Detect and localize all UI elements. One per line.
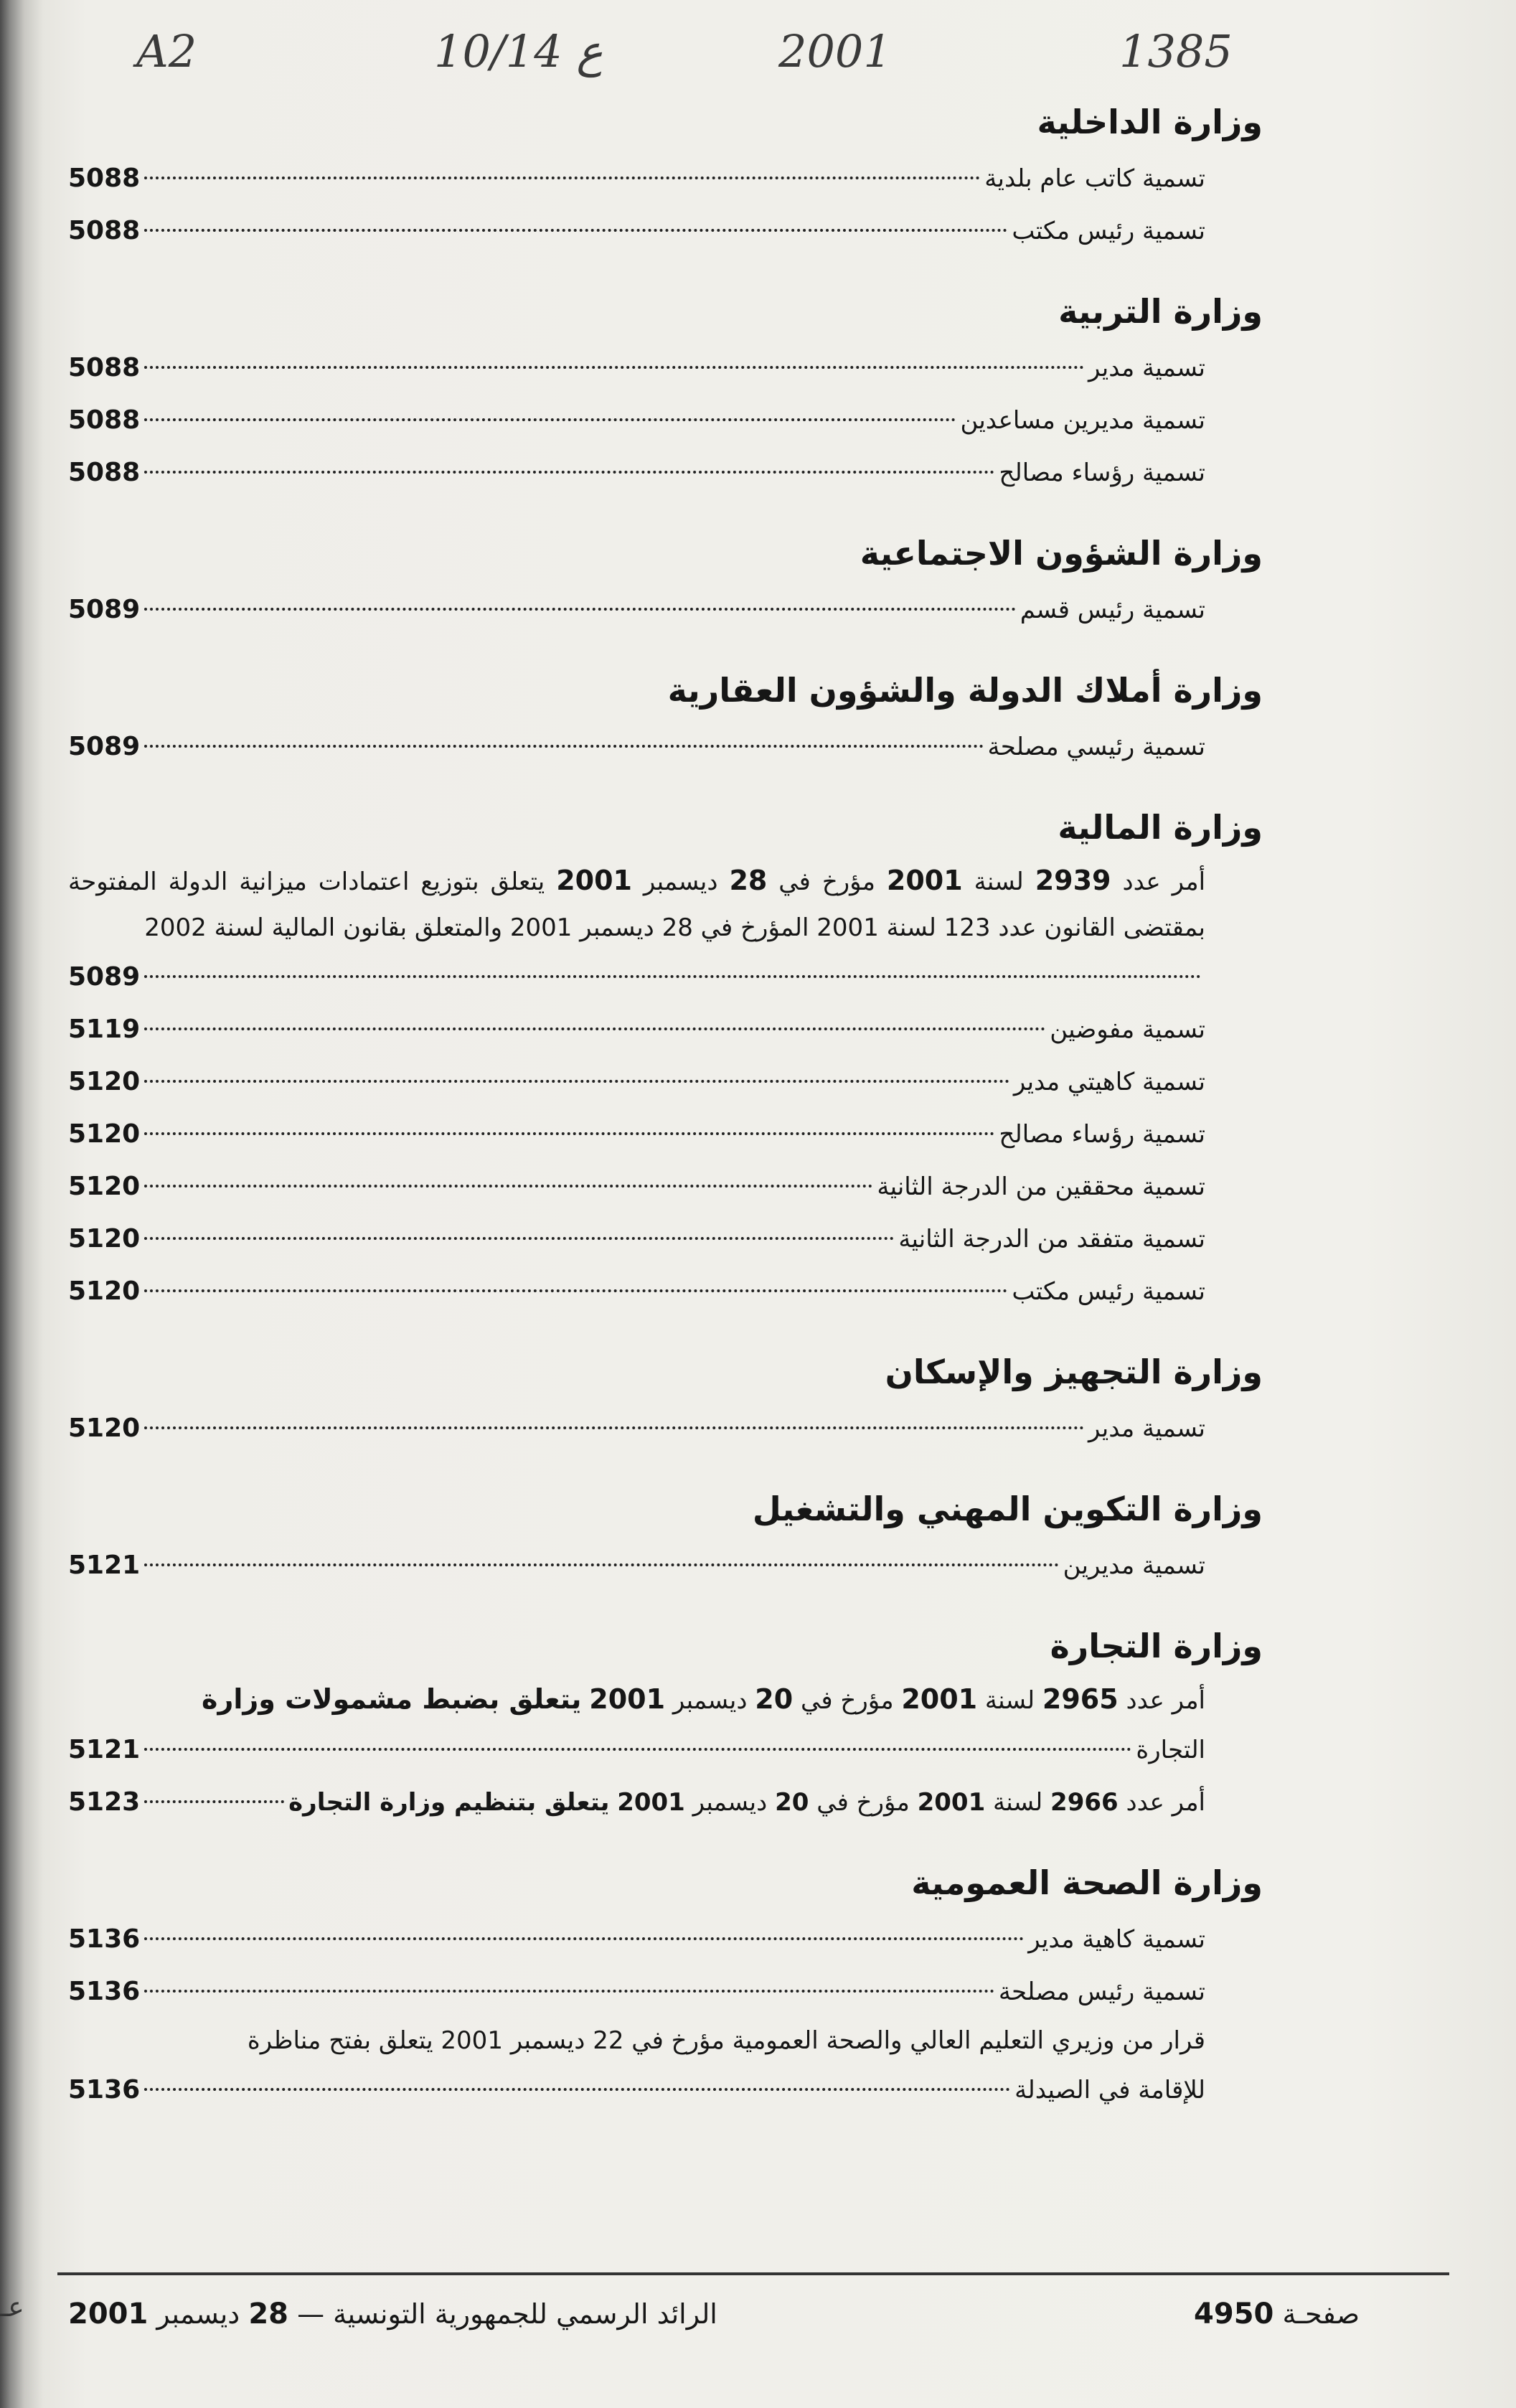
- section-vocational-training: [68, 1487, 1263, 1591]
- ministry-title: وزارة التكوين المهني والتشغيل: [752, 1490, 1263, 1528]
- page-number: 5088: [68, 353, 141, 382]
- section-commerce: [68, 1624, 1263, 1828]
- section-social-affairs: [68, 532, 1263, 636]
- toc-entry: تسمية رئيس قسم 5089: [68, 583, 1263, 636]
- handwritten-note: A2: [136, 25, 197, 77]
- page-number: 5119: [68, 1015, 141, 1044]
- page-number: 5123: [68, 1787, 141, 1817]
- section-education: [68, 290, 1263, 499]
- handwritten-note: 1385: [1119, 25, 1233, 77]
- ministry-title: وزارة الشؤون الاجتماعية: [860, 534, 1263, 573]
- table-of-contents: [68, 100, 1263, 2149]
- toc-entry: تسمية مدير 5120: [68, 1402, 1263, 1454]
- toc-entry: تسمية مدير 5088: [68, 342, 1263, 394]
- page-number: 5089: [68, 962, 141, 992]
- toc-entry: تسمية محققين من الدرجة الثانية 5120: [68, 1160, 1263, 1213]
- section-equipment-housing: [68, 1350, 1263, 1454]
- page-number: 5088: [68, 216, 141, 245]
- toc-entry: تسمية مفوضين 5119: [68, 1003, 1263, 1055]
- page-number: 5120: [68, 1276, 141, 1306]
- toc-entry: تسمية رئيس مكتب 5120: [68, 1265, 1263, 1317]
- toc-entry: تسمية مديرين 5121: [68, 1539, 1263, 1591]
- ministry-title: وزارة أملاك الدولة والشؤون العقارية: [667, 671, 1263, 710]
- toc-entry: تسمية متفقد من الدرجة الثانية 5120: [68, 1213, 1263, 1265]
- page-number: 5136: [68, 1924, 141, 1954]
- page-number: 5120: [68, 1067, 141, 1096]
- page-number: 5121: [68, 1735, 141, 1764]
- toc-entry: تسمية رئيس مصلحة 5136: [68, 1965, 1263, 2018]
- footer-rule: [57, 2272, 1449, 2275]
- page-number: 5136: [68, 2075, 141, 2104]
- ministry-title: وزارة التجهيز والإسكان: [885, 1353, 1263, 1391]
- section-finance: [68, 806, 1263, 1317]
- section-interior: [68, 100, 1263, 257]
- ministry-title: وزارة المالية: [1058, 808, 1263, 847]
- page-number: 5088: [68, 458, 141, 487]
- footer-journal-title: الرائد الرسمي للجمهورية التونسية — 28 ديسمبر 2001: [68, 2298, 717, 2331]
- section-public-health: [68, 1861, 1263, 2116]
- footer-edge-text: عـ: [0, 2291, 24, 2323]
- ministry-title: وزارة الصحة العمومية: [911, 1863, 1263, 1902]
- page-number: 5120: [68, 1224, 141, 1254]
- ministry-title: وزارة التربية: [1058, 292, 1263, 331]
- ministry-title: وزارة التجارة: [1050, 1627, 1263, 1665]
- toc-entry: تسمية رئيسي مصلحة 5089: [68, 720, 1263, 773]
- handwritten-note: 2001: [778, 25, 892, 77]
- page-number: 5089: [68, 595, 141, 624]
- toc-entry: تسمية رؤساء مصالح 5088: [68, 446, 1263, 499]
- toc-entry: تسمية كاهيتي مدير 5120: [68, 1055, 1263, 1108]
- toc-entry: تسمية مديرين مساعدين 5088: [68, 394, 1263, 446]
- decree-entry: أمر عدد 2939 لسنة 2001 مؤرخ في 28 ديسمبر 2001 يتعلق بتوزيع اعتمادات ميزانية الدولة المفتوحة بمقتضى القانون عدد 123 لسنة 2001 المؤرخ في 28 ديسمبر 2001 والمتعلق بقانون المالية لسنة 2002 5089: [68, 857, 1263, 1003]
- section-state-domains: [68, 669, 1263, 773]
- page-number: 5121: [68, 1551, 141, 1580]
- page-number: 5120: [68, 1414, 141, 1443]
- decree-entry: أمر عدد 2966 لسنة 2001 مؤرخ في 20 ديسمبر 2001 يتعلق بتنظيم وزارة التجارة 5123: [68, 1776, 1263, 1828]
- page-number: 5136: [68, 1977, 141, 2006]
- page-number: 5089: [68, 732, 141, 761]
- page-number: 5088: [68, 164, 141, 193]
- page-footer: [68, 2289, 1360, 2339]
- page-number: 5120: [68, 1119, 141, 1149]
- page-number: 5120: [68, 1172, 141, 1201]
- order-entry: قرار من وزيري التعليم العالي والصحة العمومية مؤرخ في 22 ديسمبر 2001 يتعلق بفتح مناظرة للإقامة في الصيدلة 5136: [68, 2018, 1263, 2116]
- ministry-title: وزارة الداخلية: [1037, 103, 1263, 141]
- footer-page-label: صفحـة 4950: [1194, 2298, 1360, 2331]
- toc-entry: تسمية رؤساء مصالح 5120: [68, 1108, 1263, 1160]
- page-number: 5088: [68, 405, 141, 435]
- toc-entry: تسمية كاتب عام بلدية 5088: [68, 152, 1263, 204]
- toc-entry: تسمية رئيس مكتب 5088: [68, 204, 1263, 257]
- toc-entry: تسمية كاهية مدير 5136: [68, 1913, 1263, 1965]
- decree-entry: أمر عدد 2965 لسنة 2001 مؤرخ في 20 ديسمبر 2001 يتعلق بضبط مشمولات وزارة التجارة 5121: [68, 1676, 1263, 1776]
- handwritten-note: 10/14 ع: [434, 25, 603, 77]
